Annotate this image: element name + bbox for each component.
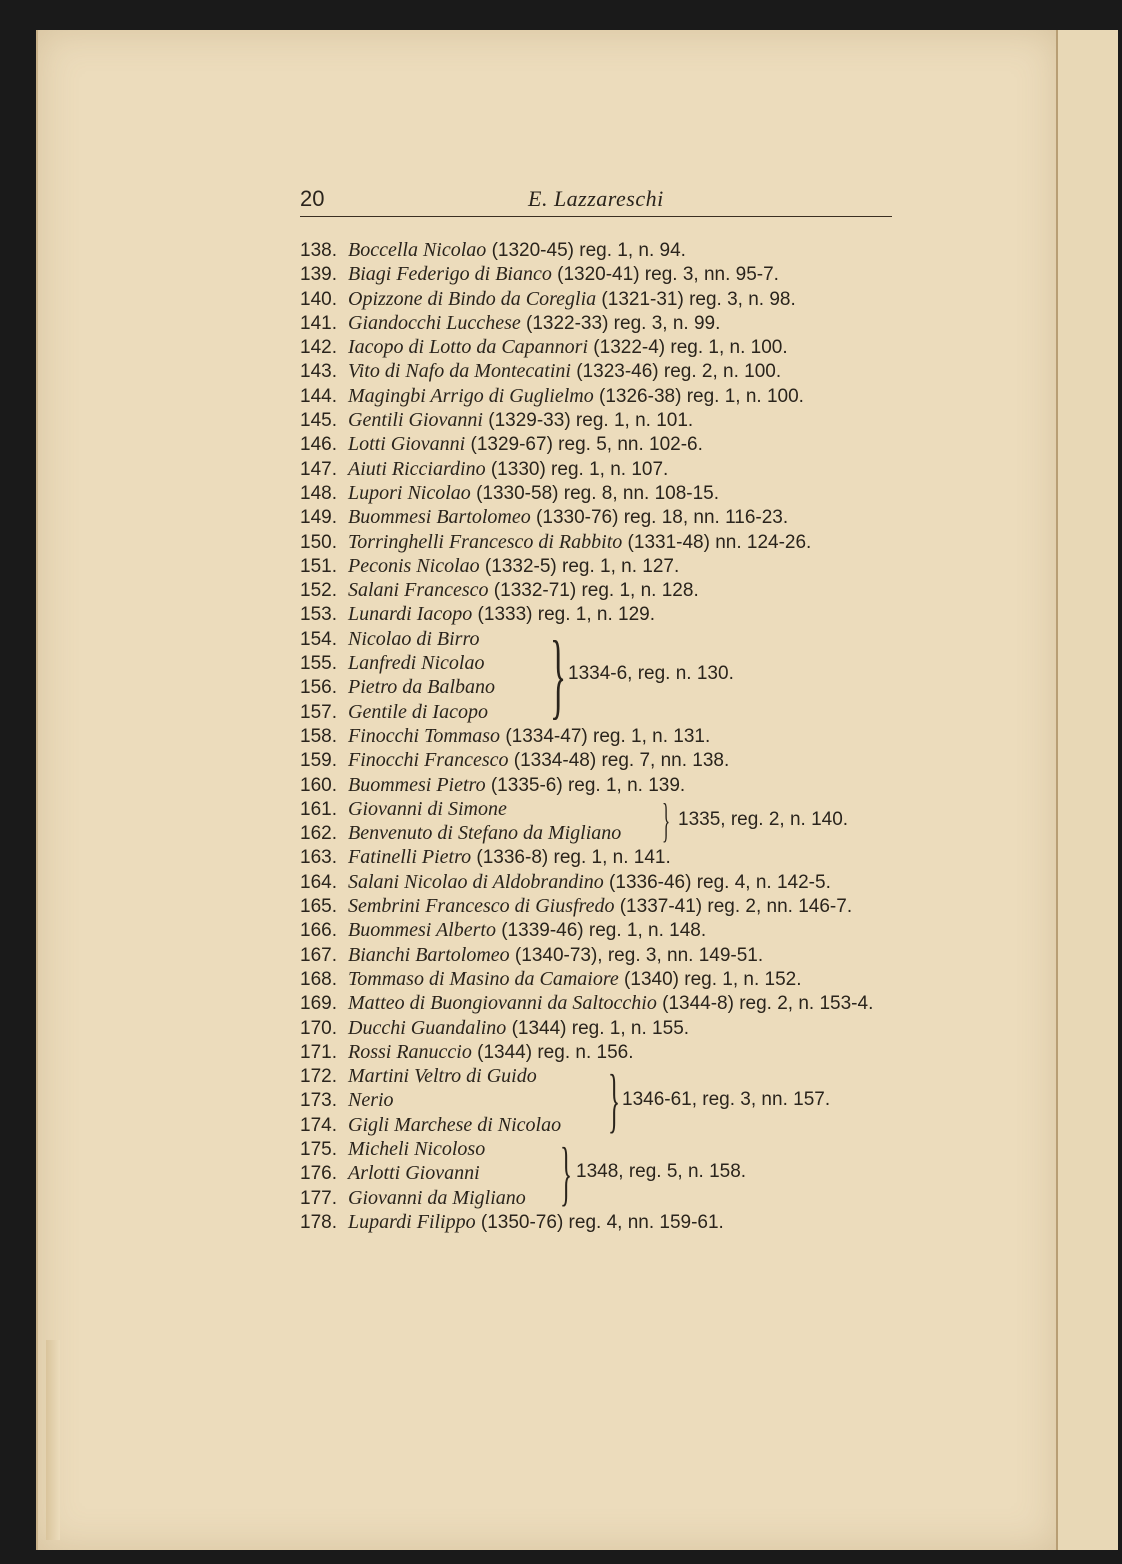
entry-reference: (1330-76) reg. 18, nn. 116-23.	[530, 507, 789, 529]
list-item	[300, 481, 920, 505]
entry-name: Martini Veltro di Guido	[348, 1065, 537, 1088]
entry-number: 143.	[300, 361, 337, 383]
entry-number: 167.	[300, 944, 337, 966]
entry-number: 166.	[300, 920, 337, 942]
entry-name: Pietro da Balbano	[348, 676, 496, 699]
entry-name: Benvenuto di Stefano da Migliano	[348, 822, 622, 845]
entry-name: Opizzone di Bindo da Coreglia	[348, 287, 597, 310]
entry-number: 141.	[300, 312, 337, 334]
brace-mark: }	[560, 1132, 573, 1213]
list-item	[300, 773, 920, 797]
entry-reference: (1322-4) reg. 1, n. 100.	[588, 337, 788, 359]
entry-reference: (1340-73), reg. 3, nn. 149-51.	[509, 944, 764, 966]
entry-name: Finocchi Tommaso	[348, 724, 501, 747]
entry-name: Magingbi Arrigo di Guglielmo	[348, 384, 594, 407]
entry-number: 146.	[300, 434, 337, 456]
list-item	[300, 432, 920, 456]
brace-mark: }	[608, 1060, 621, 1141]
register-list	[300, 238, 920, 1234]
list-item	[300, 384, 920, 408]
running-head: E. Lazzareschi	[528, 186, 664, 211]
group-reference: 1334-6, reg. n. 130.	[568, 663, 734, 685]
list-item	[300, 602, 920, 626]
list-item	[300, 870, 920, 894]
list-item	[300, 238, 920, 262]
grouped-entries	[300, 1132, 920, 1213]
entry-reference: (1344) reg. n. 156.	[471, 1041, 634, 1063]
entry-name: Giovanni di Simone	[348, 797, 507, 820]
entry-reference: (1321-31) reg. 3, n. 98.	[596, 288, 796, 310]
entry-number: 171.	[300, 1041, 337, 1063]
list-item	[300, 1137, 920, 1161]
entry-reference: (1329-67) reg. 5, nn. 102-6.	[465, 434, 703, 456]
entry-name: Rossi Ranuccio	[348, 1040, 472, 1063]
entry-reference: (1344-8) reg. 2, n. 153-4.	[656, 993, 874, 1015]
entry-name: Peconis Nicolao	[348, 554, 480, 577]
entry-reference: (1350-76) reg. 4, nn. 159-61.	[475, 1211, 724, 1233]
entry-name: Salani Francesco	[348, 579, 489, 602]
entry-reference: (1339-46) reg. 1, n. 148.	[495, 920, 707, 942]
entry-number: 170.	[300, 1017, 337, 1039]
list-item	[300, 578, 920, 602]
entry-name: Lupori Nicolao	[348, 481, 471, 504]
entry-number: 138.	[300, 240, 337, 261]
list-item	[300, 505, 920, 529]
entry-number: 177.	[300, 1187, 337, 1209]
entry-number: 156.	[300, 677, 337, 699]
list-item	[300, 530, 920, 554]
entry-name: Finocchi Francesco	[348, 749, 509, 772]
entry-name: Gentile di Iacopo	[348, 700, 488, 723]
entry-number: 178.	[300, 1211, 337, 1233]
entry-number: 149.	[300, 507, 337, 529]
entry-name: Nerio	[348, 1089, 394, 1112]
entry-number: 165.	[300, 896, 337, 918]
entry-reference: (1322-33) reg. 3, n. 99.	[520, 312, 721, 334]
list-item	[300, 359, 920, 383]
entry-number: 172.	[300, 1066, 337, 1088]
entry-number: 176.	[300, 1163, 337, 1185]
entry-name: Buommesi Alberto	[348, 919, 496, 942]
entry-number: 163.	[300, 847, 337, 869]
entry-number: 151.	[300, 555, 337, 577]
group-reference: 1348, reg. 5, n. 158.	[576, 1161, 747, 1183]
entry-reference: (1334-47) reg. 1, n. 131.	[500, 725, 711, 747]
grouped-entries	[300, 1060, 920, 1141]
entry-number: 174.	[300, 1114, 337, 1136]
entry-name: Lanfredi Nicolao	[348, 652, 485, 675]
entry-name: Arlotti Giovanni	[348, 1162, 480, 1185]
list-item	[300, 262, 920, 286]
entry-reference: (1320-41) reg. 3, nn. 95-7.	[551, 264, 779, 286]
brace-mark: }	[662, 793, 671, 847]
entry-name: Salani Nicolao di Aldobrandino	[348, 870, 604, 893]
entry-reference: (1332-5) reg. 1, n. 127.	[479, 555, 680, 577]
list-item	[300, 287, 920, 311]
list-item	[300, 845, 920, 869]
entry-number: 159.	[300, 750, 337, 772]
list-item	[300, 457, 920, 481]
group-reference: 1335, reg. 2, n. 140.	[678, 809, 849, 831]
list-item	[300, 408, 920, 432]
group-reference: 1346-61, reg. 3, nn. 157.	[622, 1088, 831, 1110]
list-item	[300, 1210, 920, 1234]
entry-number: 162.	[300, 823, 337, 845]
entry-name: Gentili Giovanni	[348, 409, 483, 432]
entry-name: Nicolao di Birro	[348, 627, 480, 650]
entry-name: Buommesi Pietro	[348, 773, 486, 796]
list-item	[300, 627, 920, 651]
entry-number: 158.	[300, 725, 337, 747]
entry-number: 155.	[300, 653, 337, 675]
grouped-entries	[300, 793, 920, 847]
entry-reference: (1329-33) reg. 1, n. 101.	[482, 410, 694, 432]
entry-number: 161.	[300, 798, 337, 820]
entry-name: Biagi Federigo di Bianco	[348, 263, 552, 286]
entry-number: 168.	[300, 968, 337, 990]
entry-name: Ducchi Guandalino	[348, 1016, 507, 1039]
entry-name: Sembrini Francesco di Giusfredo	[348, 895, 615, 918]
brace-mark: }	[550, 620, 567, 728]
entry-name: Torringhelli Francesco di Rabbito	[348, 530, 623, 553]
entry-reference: (1337-41) reg. 2, nn. 146-7.	[614, 896, 853, 918]
entry-number: 152.	[300, 580, 337, 602]
list-item	[300, 918, 920, 942]
entry-number: 148.	[300, 482, 337, 504]
entry-number: 150.	[300, 531, 337, 553]
entry-number: 164.	[300, 871, 337, 893]
list-item	[300, 554, 920, 578]
list-item	[300, 724, 920, 748]
entry-reference: (1332-71) reg. 1, n. 128.	[488, 580, 699, 602]
entry-reference: (1330-58) reg. 8, nn. 108-15.	[470, 482, 720, 504]
entry-reference: (1334-48) reg. 7, nn. 138.	[508, 750, 730, 772]
entry-name: Lupardi Filippo	[348, 1210, 476, 1233]
entry-reference: (1323-46) reg. 2, n. 100.	[570, 361, 782, 383]
entry-name: Iacopo di Lotto da Capannori	[348, 336, 589, 359]
list-item	[300, 967, 920, 991]
entry-name: Lunardi Iacopo	[348, 603, 473, 626]
entry-number: 169.	[300, 993, 337, 1015]
entry-name: Boccella Nicolao	[348, 239, 487, 261]
entry-reference: (1335-6) reg. 1, n. 139.	[485, 774, 686, 796]
entry-number: 144.	[300, 385, 337, 407]
page-number: 20	[300, 186, 325, 211]
entry-number: 139.	[300, 264, 337, 286]
entry-name: Bianchi Bartolomeo	[348, 943, 510, 966]
facing-page-edge	[1056, 30, 1118, 1550]
page-header	[300, 186, 892, 217]
entry-number: 160.	[300, 774, 337, 796]
entry-name: Matteo di Buongiovanni da Saltocchio	[348, 992, 657, 1015]
list-item	[300, 894, 920, 918]
entry-number: 145.	[300, 410, 337, 432]
entry-number: 173.	[300, 1090, 337, 1112]
entry-number: 140.	[300, 288, 337, 310]
list-item	[300, 1186, 920, 1210]
entry-reference: (1326-38) reg. 1, n. 100.	[593, 385, 804, 407]
entry-number: 154.	[300, 628, 337, 650]
list-item	[300, 700, 920, 724]
entry-name: Fatinelli Pietro	[348, 846, 472, 869]
entry-reference: (1340) reg. 1, n. 152.	[618, 968, 802, 990]
entry-name: Giovanni da Migliano	[348, 1186, 526, 1209]
list-item	[300, 1016, 920, 1040]
entry-reference: (1344) reg. 1, n. 155.	[506, 1017, 690, 1039]
entry-number: 142.	[300, 337, 337, 359]
entry-reference: (1330) reg. 1, n. 107.	[485, 458, 669, 480]
entry-number: 147.	[300, 458, 337, 480]
entry-reference: (1320-45) reg. 1, n. 94.	[486, 240, 686, 261]
entry-name: Vito di Nafo da Montecatini	[348, 360, 571, 383]
entry-number: 157.	[300, 701, 337, 723]
entry-name: Buommesi Bartolomeo	[348, 506, 531, 529]
entry-name: Aiuti Ricciardino	[348, 457, 486, 480]
entry-name: Lotti Giovanni	[348, 433, 466, 456]
entry-name: Giandocchi Lucchese	[348, 311, 521, 334]
list-item	[300, 943, 920, 967]
entry-reference: (1331-48) nn. 124-26.	[622, 531, 812, 553]
entry-name: Tommaso di Masino da Camaiore	[348, 967, 619, 990]
entry-reference: (1336-46) reg. 4, n. 142-5.	[603, 871, 831, 893]
list-item	[300, 311, 920, 335]
grouped-entries	[300, 620, 920, 728]
entry-reference: (1336-8) reg. 1, n. 141.	[471, 847, 671, 869]
entry-name: Gigli Marchese di Nicolao	[348, 1113, 562, 1136]
entry-number: 175.	[300, 1138, 337, 1160]
entry-number: 153.	[300, 604, 337, 626]
list-item	[300, 991, 920, 1015]
list-item	[300, 335, 920, 359]
entry-reference: (1333) reg. 1, n. 129.	[472, 604, 655, 626]
list-item	[300, 748, 920, 772]
entry-name: Micheli Nicoloso	[348, 1137, 486, 1160]
page-stack-edge	[46, 1340, 60, 1540]
